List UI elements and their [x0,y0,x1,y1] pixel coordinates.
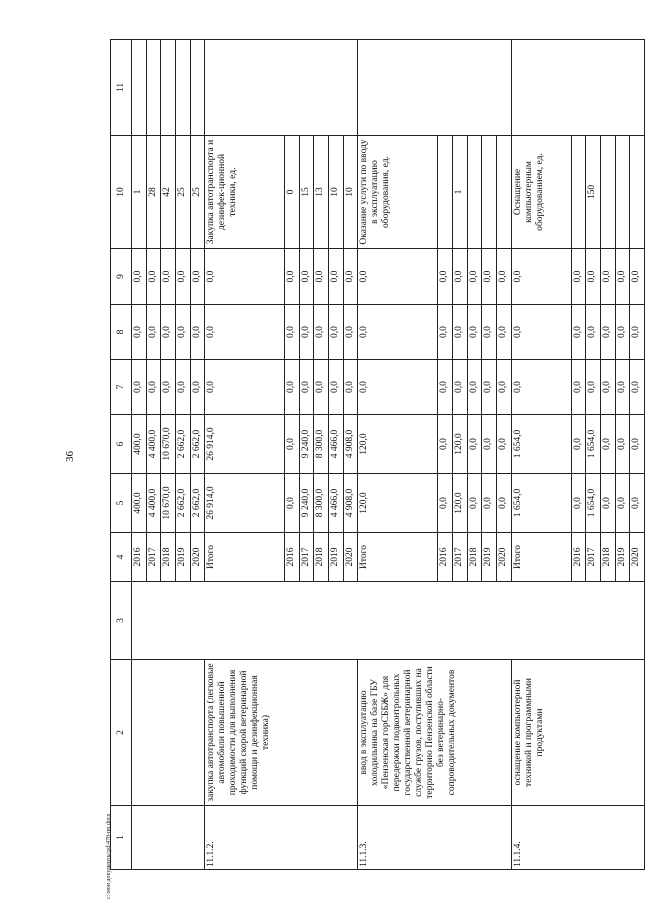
cell-value: 0,0 [438,415,453,474]
cell-value: 0,0 [343,360,358,415]
cell-indicator-value [600,136,615,249]
cell-year: 2018 [161,533,176,582]
budget-table [110,39,645,870]
cell-value: 26 914,0 [205,474,285,533]
header-cell: 10 [111,136,132,249]
cell-indicator-value: 25 [175,136,190,249]
cell-indicator-value: 10 [329,136,344,249]
cell-value: 0,0 [175,249,190,305]
cell-value: 0,0 [467,305,482,360]
cell-empty [358,40,511,136]
cell-value: 0,0 [205,305,285,360]
cell-year: 2020 [343,533,358,582]
cell-value: 0,0 [314,249,329,305]
cell-year: 2018 [467,533,482,582]
cell-value: 0,0 [586,360,601,415]
header-cell: 3 [111,582,132,660]
cell-value: 0,0 [146,249,161,305]
cell-indicator-value [482,136,497,249]
cell-value: 1 654,0 [586,415,601,474]
header-row [111,40,132,870]
cell-value: 0,0 [132,360,147,415]
cell-value: 0,0 [146,305,161,360]
cell-year: 2018 [600,533,615,582]
cell-value: 0,0 [314,360,329,415]
cell-value: 0,0 [453,360,468,415]
cell-year: 2020 [496,533,511,582]
cell-value: 0,0 [600,415,615,474]
cell-year: 2020 [630,533,645,582]
rotated-table-container [110,40,645,870]
cell-total-label: Итого [511,533,571,582]
cell-value: 0,0 [615,305,630,360]
cell-value: 0,0 [511,360,571,415]
cell-year: 2017 [586,533,601,582]
table-row [132,40,147,870]
cell-indicator-value: 10 [343,136,358,249]
cell-year: 2017 [146,533,161,582]
cell-value: 400,0 [132,415,147,474]
cell-value: 0,0 [586,305,601,360]
cell-value: 120,0 [453,415,468,474]
cell-value: 0,0 [600,360,615,415]
cell-value: 9 240,0 [299,474,314,533]
cell-value: 0,0 [285,249,300,305]
cell-value: 2 662,0 [190,474,205,533]
cell-year: 2019 [329,533,344,582]
cell-total-label: Итого [358,533,438,582]
cell-indicator-value: 1 [132,136,147,249]
cell-value: 0,0 [438,360,453,415]
cell-value: 0,0 [299,360,314,415]
cell-empty [132,582,645,660]
table-row [358,40,438,870]
cell-value: 0,0 [482,249,497,305]
cell-value: 0,0 [132,249,147,305]
cell-value: 0,0 [175,360,190,415]
cell-value: 0,0 [482,305,497,360]
cell-value: 0,0 [467,474,482,533]
cell-value: 0,0 [329,305,344,360]
cell-total-label: Итого [205,533,285,582]
cell-value: 0,0 [630,305,645,360]
cell-year: 2016 [438,533,453,582]
cell-value: 0,0 [571,305,586,360]
cell-value: 400,0 [132,474,147,533]
header-cell: 7 [111,360,132,415]
cell-value: 0,0 [285,360,300,415]
header-cell: 2 [111,660,132,806]
cell-year: 2016 [571,533,586,582]
cell-value: 0,0 [615,415,630,474]
cell-value: 0,0 [146,360,161,415]
cell-value: 0,0 [343,249,358,305]
cell-value: 0,0 [343,305,358,360]
cell-value: 0,0 [482,474,497,533]
cell-year: 2016 [285,533,300,582]
cell-value: 0,0 [285,305,300,360]
cell-value: 0,0 [161,249,176,305]
item-description: ввод в эксплуатацию холодильника на базе ГБУ «Пензенская горСББЖ» для передержки подконтрольных государственной ветеринарной службе грузов, поступивших на территорию Пензенской области без ветеринарно-сопроводительных документов [358,660,511,806]
cell-empty [190,40,205,136]
cell-empty [511,40,644,136]
cell-value: 120,0 [358,415,438,474]
cell-value: 0,0 [453,305,468,360]
cell-value: 0,0 [190,360,205,415]
cell-value: 0,0 [600,249,615,305]
header-cell: 6 [111,415,132,474]
cell-value: 0,0 [190,249,205,305]
item-number: 11.1.2. [205,806,358,870]
cell-year: 2020 [190,533,205,582]
cell-value: 0,0 [600,474,615,533]
cell-value: 0,0 [511,249,571,305]
cell-value: 9 240,0 [299,415,314,474]
indicator-name: Оснащение компьютерным оборудованием, ед. [511,136,571,249]
cell-year: 2019 [615,533,630,582]
cell-value: 0,0 [329,360,344,415]
cell-indicator-value [630,136,645,249]
indicator-name: Закупка автотранспорта и дезинфек-ционной техники, ед. [205,136,285,249]
cell-indicator-value [438,136,453,249]
cell-indicator-value: 150 [586,136,601,249]
item-number: 11.1.4. [511,806,644,870]
cell-value: 0,0 [314,305,329,360]
item-description: закупка автотранспорта (легковые автомобили повышенной проходимости для выполнения функций скорой ветеринарной помощи и дезинфекционная техника) [205,660,358,806]
cell-value: 8 300,0 [314,415,329,474]
cell-value: 0,0 [358,360,438,415]
cell-value: 0,0 [615,249,630,305]
table-row [511,40,571,870]
cell-value: 4 400,0 [146,474,161,533]
cell-value: 8 300,0 [314,474,329,533]
cell-value: 0,0 [358,305,438,360]
item-number: 11.1.3. [358,806,511,870]
cell-empty [132,660,205,806]
cell-value: 2 662,0 [190,415,205,474]
cell-value: 0,0 [285,415,300,474]
cell-year: 2017 [299,533,314,582]
cell-indicator-value [571,136,586,249]
cell-value: 0,0 [571,415,586,474]
cell-value: 4 466,0 [329,474,344,533]
cell-value: 0,0 [615,474,630,533]
cell-value: 10 670,0 [161,415,176,474]
cell-empty [175,40,190,136]
cell-value: 0,0 [496,305,511,360]
cell-value: 4 400,0 [146,415,161,474]
cell-value: 0,0 [482,360,497,415]
cell-value: 0,0 [511,305,571,360]
cell-value: 1 654,0 [511,474,571,533]
cell-empty [146,40,161,136]
cell-value: 26 914,0 [205,415,285,474]
cell-indicator-value: 15 [299,136,314,249]
header-cell: 5 [111,474,132,533]
cell-value: 0,0 [586,249,601,305]
cell-indicator-value [496,136,511,249]
cell-year: 2016 [132,533,147,582]
cell-value: 4 908,0 [343,474,358,533]
cell-indicator-value: 28 [146,136,161,249]
cell-indicator-value: 0 [285,136,300,249]
footer-file-path: c:\мои документы\pd\478-пп.docx [106,813,112,899]
cell-indicator-value: 1 [453,136,468,249]
table-body [132,40,645,870]
cell-empty [132,40,147,136]
header-cell: 9 [111,249,132,305]
cell-indicator-value [615,136,630,249]
cell-indicator-value: 13 [314,136,329,249]
cell-value: 0,0 [467,415,482,474]
cell-value: 120,0 [358,474,438,533]
cell-value: 0,0 [496,474,511,533]
cell-value: 0,0 [161,305,176,360]
cell-year: 2017 [453,533,468,582]
indicator-name: Оказание услуги по вводу в эксплуатацию оборудования, ед. [358,136,438,249]
cell-value: 0,0 [175,305,190,360]
cell-value: 10 670,0 [161,474,176,533]
cell-year: 2019 [175,533,190,582]
page-number: 36 [64,451,76,462]
cell-value: 0,0 [630,249,645,305]
cell-empty [132,806,205,870]
cell-value: 0,0 [438,474,453,533]
cell-value: 0,0 [467,249,482,305]
cell-value: 0,0 [615,360,630,415]
cell-empty [205,40,358,136]
cell-value: 0,0 [299,305,314,360]
cell-value: 0,0 [190,305,205,360]
cell-value: 0,0 [482,415,497,474]
cell-value: 0,0 [571,474,586,533]
cell-value: 0,0 [205,360,285,415]
cell-value: 0,0 [438,305,453,360]
header-cell: 11 [111,40,132,136]
cell-value: 0,0 [496,249,511,305]
cell-value: 4 466,0 [329,415,344,474]
cell-empty [161,40,176,136]
cell-value: 0,0 [496,360,511,415]
item-description: оснащение компьютерной техникой и программными продуктами [511,660,644,806]
cell-value: 2 662,0 [175,474,190,533]
cell-value: 0,0 [205,249,285,305]
cell-value: 0,0 [630,415,645,474]
cell-year: 2018 [314,533,329,582]
cell-value: 0,0 [285,474,300,533]
cell-value: 1 654,0 [511,415,571,474]
cell-value: 0,0 [161,360,176,415]
cell-value: 4 908,0 [343,415,358,474]
cell-value: 0,0 [329,249,344,305]
cell-value: 0,0 [467,360,482,415]
cell-value: 0,0 [571,360,586,415]
header-cell: 4 [111,533,132,582]
cell-value: 2 662,0 [175,415,190,474]
cell-value: 0,0 [630,360,645,415]
cell-value: 0,0 [496,415,511,474]
cell-indicator-value: 25 [190,136,205,249]
cell-value: 0,0 [358,249,438,305]
cell-indicator-value [467,136,482,249]
header-cell: 8 [111,305,132,360]
cell-value: 1 654,0 [586,474,601,533]
cell-year: 2019 [482,533,497,582]
cell-value: 0,0 [132,305,147,360]
table-row [205,40,285,870]
cell-value: 0,0 [453,249,468,305]
cell-value: 0,0 [571,249,586,305]
cell-value: 0,0 [630,474,645,533]
cell-indicator-value: 42 [161,136,176,249]
cell-value: 0,0 [438,249,453,305]
header-cell: 1 [111,806,132,870]
cell-value: 120,0 [453,474,468,533]
cell-value: 0,0 [299,249,314,305]
cell-value: 0,0 [600,305,615,360]
